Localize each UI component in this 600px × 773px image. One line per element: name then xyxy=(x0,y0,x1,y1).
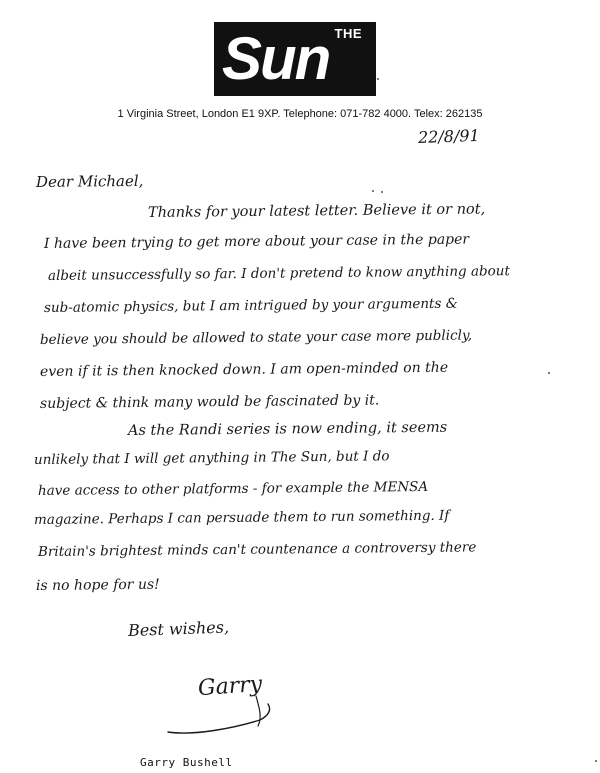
handwritten-signature xyxy=(164,666,294,746)
paper-speck xyxy=(381,191,383,193)
paper-speck xyxy=(595,760,597,762)
letter-line: As the Randi series is now ending, it seems xyxy=(127,419,448,439)
letter-sign-off: Best wishes, xyxy=(127,617,230,640)
letter-line: believe you should be allowed to state your case more publicly, xyxy=(39,327,473,348)
paper-speck xyxy=(372,190,374,192)
letterhead-address: 1 Virginia Street, London E1 9XP. Telephone: 071-782 4000. Telex: 262135 xyxy=(117,108,483,120)
letter-line: albeit unsuccessfully so far. I don't pretend to know anything about xyxy=(47,263,510,284)
paper-speck xyxy=(377,78,379,80)
paper-speck xyxy=(548,372,550,374)
letter-greeting: Dear Michael, xyxy=(35,171,144,191)
the-sun-logo xyxy=(214,22,376,96)
letter-line: Thanks for your latest letter. Believe it or not, xyxy=(147,201,486,221)
typed-signatory-name: Garry Bushell xyxy=(140,756,233,769)
letter-line: sub-atomic physics, but I am intrigued by your arguments & xyxy=(43,295,458,316)
letter-line: subject & think many would be fascinated by it. xyxy=(39,392,380,412)
logo-the-text: THE xyxy=(334,26,362,41)
letter-line: have access to other platforms - for example the MENSA xyxy=(37,478,429,499)
letter-line: unlikely that I will get anything in The Sun, but I do xyxy=(33,448,390,468)
logo-sun-text: Sun xyxy=(222,25,330,92)
letter-line: magazine. Perhaps I can persuade them to run something. If xyxy=(33,507,450,528)
signature-text: Garry xyxy=(197,671,263,702)
letter-line: even if it is then knocked down. I am open-minded on the xyxy=(39,359,449,380)
letter-date: 22/8/91 xyxy=(417,125,480,147)
letter-line: I have been trying to get more about your case in the paper xyxy=(43,231,470,252)
letter-line: Britain's brightest minds can't countenance a controversy there xyxy=(37,539,477,560)
letter-line: is no hope for us! xyxy=(35,576,160,594)
